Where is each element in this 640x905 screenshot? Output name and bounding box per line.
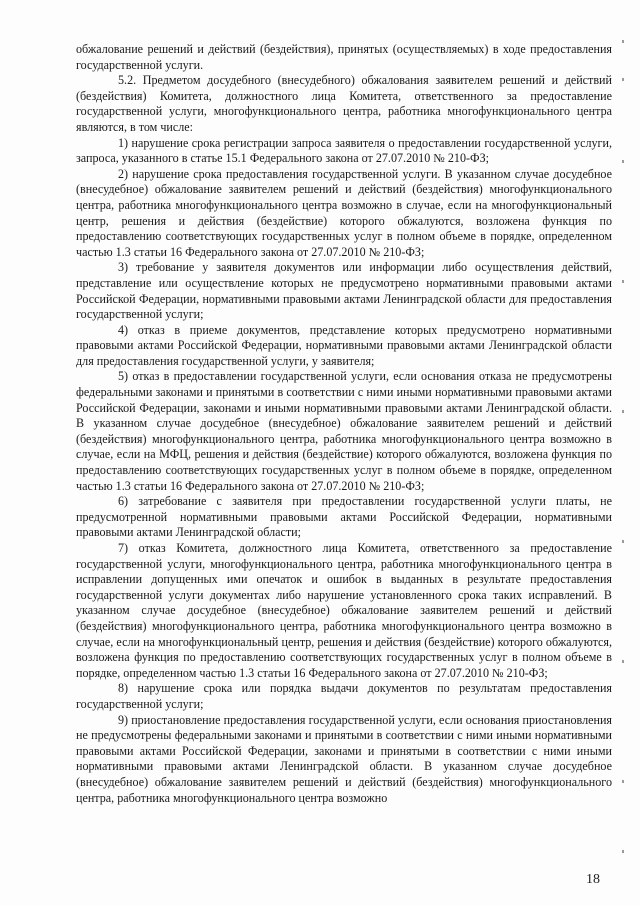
list-item-6: 6) затребование с заявителя при предоставлении государственной услуги платы, не предусмотренной нормативными правовыми актами Российской Федерации, нормативными правовыми актами Ленинградской области; (76, 494, 612, 540)
list-item-9: 9) приостановление предоставления государственной услуги, если основания приостановления не предусмотрены федеральными законами и принятыми в соответствии с ними иными нормативными правовыми актами Российской Федерации, законами и принятыми в соответствии с ними иными нормативными правовыми актами Ленинградской области. В указанном случае досудебное (внесудебное) обжалование заявителем решений и действий (бездействия) многофункционального центра, работника многофункционального центра возможно (76, 712, 612, 805)
scan-artifacts (620, 20, 626, 880)
page-number: 18 (586, 872, 600, 887)
list-item-3: 3) требование у заявителя документов или информации либо осуществления действий, представление или осуществление которых не предусмотрено нормативными правовыми актами Российской Федерации, нормативными правовыми актами Ленинградской области для предоставления государственной услуги; (76, 260, 612, 322)
document-body (76, 42, 612, 806)
list-item-2: 2) нарушение срока предоставления государственной услуги. В указанном случае досудебное (внесудебное) обжалование заявителем решений и действий (бездействия) многофункционального центра, работника многофункционального центра возможно в случае, если на многофункциональный центр, решения и действия (бездействие) которого обжалуются, возложена функция по предоставлению соответствующих государственных услуг в полном объеме в порядке, определенном частью 1.3 статьи 16 Федерального закона от 27.07.2010 № 210-ФЗ; (76, 166, 612, 259)
list-item-8: 8) нарушение срока или порядка выдачи документов по результатам предоставления государственной услуги; (76, 681, 612, 711)
list-item-5: 5) отказ в предоставлении государственной услуги, если основания отказа не предусмотрены федеральными законами и принятыми в соответствии с ними иными нормативными правовыми актами Российской Федерации, законами и иными нормативными правовыми актами Ленинградской области. В указанном случае досудебное (внесудебное) обжалование заявителем решений и действий (бездействия) многофункционального центра, работника многофункционального центра возможно в случае, если на МФЦ, решения и действия (бездействие) которого обжалуются, возложена функция по предоставлению соответствующих государственных услуг в полном объеме в порядке, определенном частью 1.3 статьи 16 Федерального закона от 27.07.2010 № 210-ФЗ; (76, 369, 612, 493)
list-item-7: 7) отказ Комитета, должностного лица Комитета, ответственного за предоставление государственной услуги, многофункционального центра, работника многофункционального центра в исправлении допущенных ими опечаток и ошибок в выданных в результате предоставления государственной услуги документах либо нарушение установленного срока таких исправлений. В указанном случае досудебное (внесудебное) обжалование заявителем решений и действий (бездействия) многофункционального центра, работника многофункционального центра возможно в случае, если на многофункциональный центр, решения и действия (бездействие) которого обжалуются, возложена функция по предоставлению соответствующих государственных услуг в полном объеме в порядке, определенном частью 1.3 статьи 16 Федерального закона от 27.07.2010 № 210-ФЗ; (76, 541, 612, 680)
list-item-4: 4) отказ в приеме документов, представление которых предусмотрено нормативными правовыми актами Российской Федерации, нормативными правовыми актами Ленинградской области для предоставления государственной услуги, у заявителя; (76, 322, 612, 368)
paragraph-continuation: обжалование решений и действий (бездействия), принятых (осуществляемых) в ходе предоставления государственной услуги. (76, 42, 612, 72)
list-item-1: 1) нарушение срока регистрации запроса заявителя о предоставлении государственной услуги, запроса, указанного в статье 15.1 Федерального закона от 27.07.2010 № 210-ФЗ; (76, 135, 612, 166)
paragraph-5-2: 5.2. Предметом досудебного (внесудебного) обжалования заявителем решений и действий (бездействия) Комитета, должностного лица Комитета, ответственного за предоставление государственной услуги, многофункционального центра, работника многофункционального центра являются, в том числе: (76, 73, 612, 134)
